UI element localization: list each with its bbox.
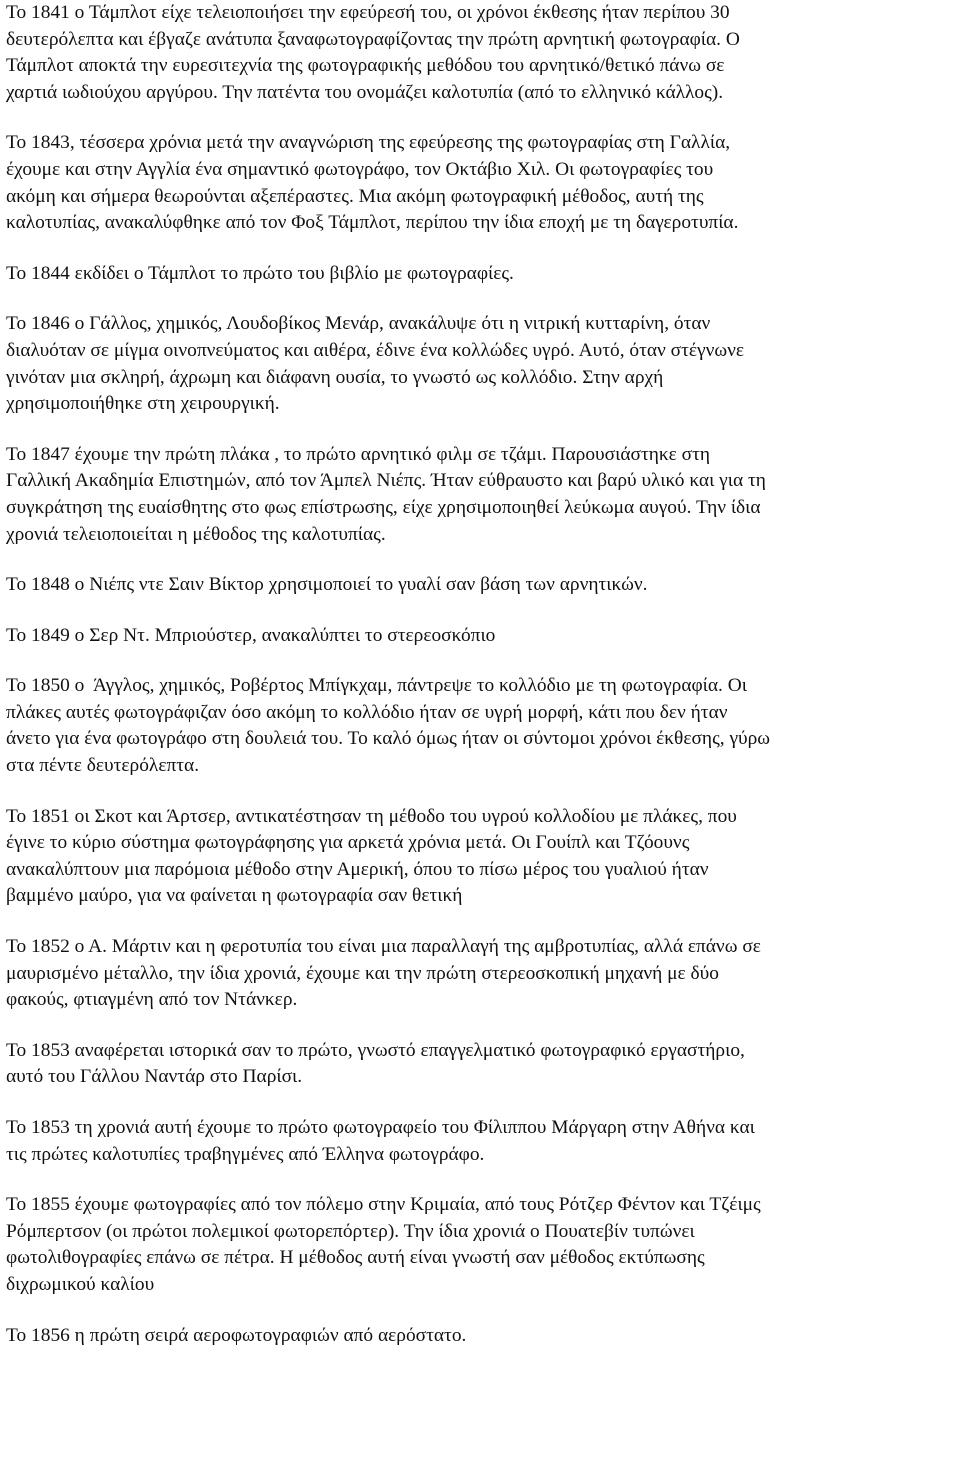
paragraph-1846 bbox=[6, 311, 954, 417]
paragraph-1856 bbox=[6, 1323, 954, 1350]
text-line: Το 1841 ο Τάμπλοτ είχε τελειοποιήσει την εφεύρεσή του, οι χρόνοι έκθεσης ήταν περίπου 30 bbox=[6, 2, 730, 23]
paragraph-1847 bbox=[6, 442, 954, 548]
text-line: συγκράτηση της ευαίσθητης στο φως επίστρωσης, είχε χρησιμοποιηθεί λεύκωμα αυγού. Την ίδια bbox=[6, 496, 761, 518]
text-line: χαρτιά ιωδιούχου αργύρου. Την πατέντα του ονομάζει καλοτυπία (από το ελληνικό κάλλος). bbox=[6, 81, 724, 103]
paragraph-1853-margaris bbox=[6, 1115, 954, 1168]
text-line: φακούς, φτιαγμένη από τον Ντάνκερ. bbox=[6, 989, 298, 1011]
text-line: διχρωμικού καλίου bbox=[6, 1273, 155, 1295]
text-line: Το 1844 εκδίδει ο Τάμπλοτ το πρώτο του βιβλίο με φωτογραφίες. bbox=[6, 262, 514, 284]
text-line: ανακαλύπτουν μια παρόμοια μέθοδο στην Αμερική, όπου το πίσω μέρος του γυαλιού ήταν bbox=[6, 858, 709, 880]
text-line: Το 1853 αναφέρεται ιστορικά σαν το πρώτο, γνωστό επαγγελματικό φωτογραφικό εργαστήριο, bbox=[6, 1039, 745, 1061]
text-line: βαμμένο μαύρο, για να φαίνεται η φωτογραφία σαν θετική bbox=[6, 885, 463, 907]
paragraph-gap bbox=[6, 287, 954, 311]
paragraph-1849 bbox=[6, 623, 954, 650]
text-line: γινόταν μια σκληρή, άχρωμη και διάφανη ουσία, το γνωστό ως κολλόδιο. Στην αρχή bbox=[6, 366, 664, 388]
paragraph-gap bbox=[6, 599, 954, 623]
text-line: Το 1851 οι Σκοτ και Άρτσερ, αντικατέστησαν τη μέθοδο του υγρού κολλοδίου με πλάκες, που bbox=[6, 805, 737, 827]
text-line: αυτό του Γάλλου Ναντάρ στο Παρίσι. bbox=[6, 1066, 303, 1088]
text-line: ακόμη και σήμερα θεωρούνται αξεπέραστες. Μια ακόμη φωτογραφική μέθοδος, αυτή της bbox=[6, 185, 704, 207]
text-line: Ρόμπερτσον (οι πρώτοι πολεμικοί φωτορεπόρτερ). Την ίδια χρονιά ο Πουατεβίν τυπώνει bbox=[6, 1220, 695, 1242]
text-line: φωτολιθογραφίες επάνω σε πέτρα. Η μέθοδος αυτή είναι γνωστή σαν μέθοδος εκτύπωσης bbox=[6, 1247, 705, 1269]
paragraph-gap bbox=[6, 1091, 954, 1115]
text-line: πλάκες αυτές φωτογράφιζαν όσο ακόμη το κολλόδιο ήταν σε υγρή μορφή, κάτι που δεν ήταν bbox=[6, 701, 728, 723]
paragraph-gap bbox=[6, 1299, 954, 1323]
paragraph-gap bbox=[6, 1168, 954, 1192]
paragraph-gap bbox=[6, 548, 954, 572]
text-line: Τάμπλοτ αποκτά την ευρεσιτεχνία της φωτογραφικής μεθόδου του αρνητικό/θετικό πάνω σε bbox=[6, 55, 725, 77]
paragraph-gap bbox=[6, 1014, 954, 1038]
text-line: Το 1849 ο Σερ Ντ. Μπριούστερ, ανακαλύπτει το στερεοσκόπιο bbox=[6, 624, 496, 646]
text-line: διαλυόταν σε μίγμα οινοπνεύματος και αιθέρα, έδινε ένα κολλώδες υγρό. Αυτό, όταν στέγνωνε bbox=[6, 339, 745, 361]
paragraph-1850 bbox=[6, 673, 954, 779]
paragraph-gap bbox=[6, 649, 954, 673]
text-line: καλοτυπίας, ανακαλύφθηκε από τον Φοξ Τάμπλοτ, περίπου την ίδια εποχή με τη δαγεροτυπία. bbox=[6, 212, 739, 234]
paragraph-gap bbox=[6, 910, 954, 934]
text-line: Το 1850 ο Άγγλος, χημικός, Ροβέρτος Μπίγκχαμ, πάντρεψε το κολλόδιο με τη φωτογραφία. Οι bbox=[6, 675, 747, 697]
paragraph-gap bbox=[6, 418, 954, 442]
text-line: τις πρώτες καλοτυπίες τραβηγμένες από Έλληνα φωτογράφο. bbox=[6, 1143, 485, 1165]
text-line: άνετο για ένα φωτογράφο στη δουλειά του. Το καλό όμως ήταν οι σύντομοι χρόνοι έκθεσης, γύρω bbox=[6, 728, 771, 750]
text-line: Το 1848 ο Νιέπς ντε Σαιν Βίκτορ χρησιμοποιεί το γυαλί σαν βάση των αρνητικών. bbox=[6, 574, 648, 596]
text-line: μαυρισμένο μέταλλο, την ίδια χρονιά, έχουμε και την πρώτη στερεοσκοπική μηχανή με δύο bbox=[6, 962, 719, 984]
paragraph-1844 bbox=[6, 261, 954, 288]
text-line: χρονιά τελειοποιείται η μέθοδος της καλοτυπίας. bbox=[6, 523, 386, 545]
paragraph-gap bbox=[6, 780, 954, 804]
paragraph-gap bbox=[6, 106, 954, 130]
text-line: στα πέντε δευτερόλεπτα. bbox=[6, 755, 200, 777]
text-line: Γαλλική Ακαδημία Επιστημών, από τον Άμπελ Νιέπς. Ήταν εύθραυστο και βαρύ υλικό και για τη bbox=[6, 470, 766, 492]
paragraph-1851 bbox=[6, 804, 954, 910]
text-line: Το 1847 έχουμε την πρώτη πλάκα , το πρώτο αρνητικό φιλμ σε τζάμι. Παρουσιάστηκε στη bbox=[6, 443, 711, 465]
paragraph-1853-nadar bbox=[6, 1038, 954, 1091]
text-line: Το 1853 τη χρονιά αυτή έχουμε το πρώτο φωτογραφείο του Φίλιππου Μάργαρη στην Αθήνα και bbox=[6, 1117, 755, 1138]
paragraph-1841 bbox=[6, 0, 954, 106]
text-line: Το 1852 ο Α. Μάρτιν και η φεροτυπία του είναι μια παραλλαγή της αμβροτυπίας, αλλά επάνω σε bbox=[6, 936, 761, 958]
text-line: Το 1846 ο Γάλλος, χημικός, Λουδοβίκος Μενάρ, ανακάλυψε ότι η νιτρική κυτταρίνη, όταν bbox=[6, 313, 711, 335]
text-line: Το 1856 η πρώτη σειρά αεροφωτογραφιών από αερόστατο. bbox=[6, 1324, 467, 1346]
paragraph-1848 bbox=[6, 572, 954, 599]
text-line: έχουμε και στην Αγγλία ένα σημαντικό φωτογράφο, τον Οκτάβιο Χιλ. Οι φωτογραφίες του bbox=[6, 158, 714, 180]
text-line: Το 1843, τέσσερα χρόνια μετά την αναγνώριση της εφεύρεσης της φωτογραφίας στη Γαλλία, bbox=[6, 132, 731, 154]
text-line: δευτερόλεπτα και έβγαζε ανάτυπα ξαναφωτογραφίζοντας την πρώτη αρνητική φωτογραφία. Ο bbox=[6, 28, 740, 50]
paragraph-1843 bbox=[6, 130, 954, 236]
text-line: χρησιμοποιήθηκε στη χειρουργική. bbox=[6, 393, 280, 415]
text-line: Το 1855 έχουμε φωτογραφίες από τον πόλεμο στην Κριμαία, από τους Ρότζερ Φέντον και Τζέιμς bbox=[6, 1194, 761, 1216]
paragraph-1855 bbox=[6, 1192, 954, 1298]
paragraph-gap bbox=[6, 237, 954, 261]
text-line: έγινε το κύριο σύστημα φωτογράφησης για αρκετά χρόνια μετά. Οι Γουίπλ και Τζόουνς bbox=[6, 832, 690, 854]
paragraph-1852 bbox=[6, 934, 954, 1014]
